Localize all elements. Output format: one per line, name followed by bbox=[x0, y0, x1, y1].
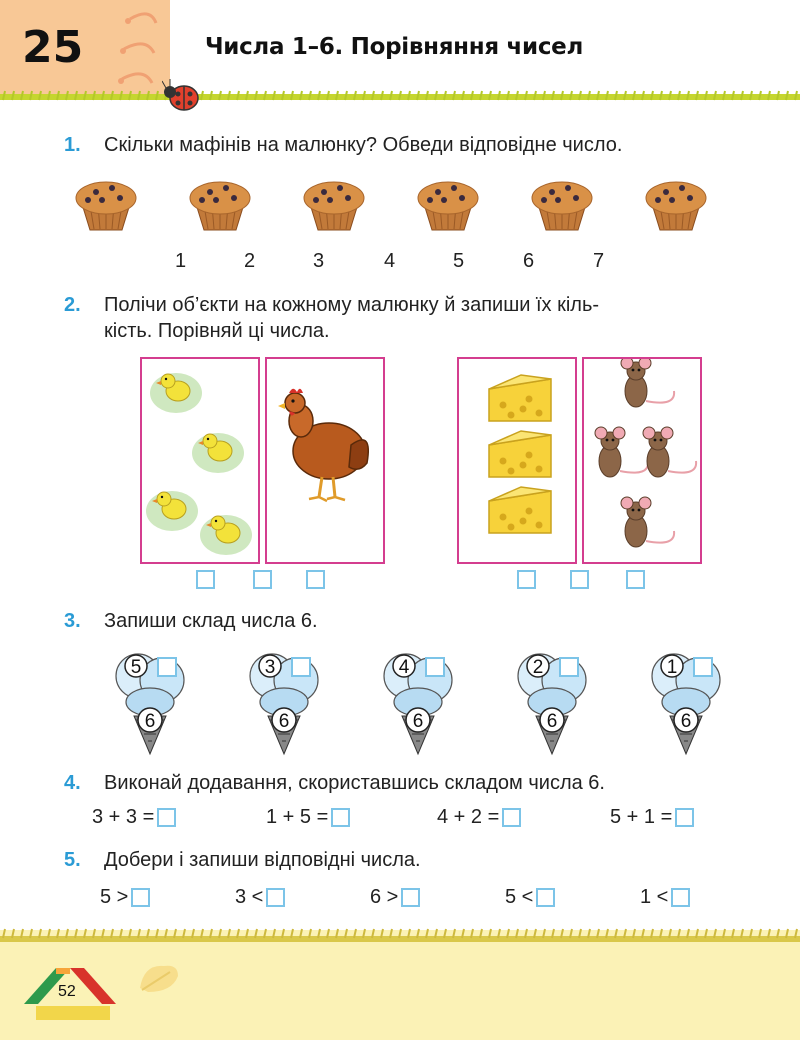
task-4-text: Виконай додавання, скориставшись складом числа 6. bbox=[104, 772, 605, 794]
answer-box-mice[interactable] bbox=[626, 570, 645, 589]
task-4-instruction bbox=[64, 770, 605, 796]
comparison-expression: 5 < bbox=[505, 886, 555, 909]
hen-illustration bbox=[267, 359, 383, 562]
answer-box[interactable] bbox=[426, 658, 444, 676]
muffin-row bbox=[70, 172, 710, 234]
answer-box[interactable] bbox=[292, 658, 310, 676]
answer-box-chicks[interactable] bbox=[196, 570, 215, 589]
task-1-number: 1. bbox=[64, 134, 81, 156]
ladybug-icon bbox=[162, 78, 204, 114]
ice-cream-cone bbox=[518, 654, 586, 754]
answer-box[interactable] bbox=[266, 888, 285, 907]
cheese-frame bbox=[457, 357, 577, 564]
cone-part-number: 3 bbox=[264, 657, 276, 678]
chicks-illustration bbox=[142, 359, 258, 562]
answer-box-hen[interactable] bbox=[306, 570, 325, 589]
ice-cream-row bbox=[0, 640, 800, 760]
leaf-icon bbox=[134, 958, 184, 998]
muffin-icon bbox=[532, 182, 592, 230]
task-3-instruction bbox=[64, 608, 318, 634]
answer-box[interactable] bbox=[536, 888, 555, 907]
cone-part-number: 1 bbox=[666, 657, 678, 678]
task-5-number: 5. bbox=[64, 849, 81, 871]
comparison-expression: 3 < bbox=[235, 886, 285, 909]
task-5-text: Добери і запиши відповідні числа. bbox=[104, 849, 421, 871]
number-options-row bbox=[0, 250, 800, 280]
comparison-expression: 5 > bbox=[100, 886, 150, 909]
cone-part-number: 2 bbox=[532, 657, 544, 678]
answer-box-compare-right[interactable] bbox=[570, 570, 589, 589]
addition-expression: 1 + 5 = bbox=[266, 806, 350, 829]
answer-box[interactable] bbox=[675, 808, 694, 827]
number-option[interactable]: 7 bbox=[593, 250, 605, 272]
cheese-icon bbox=[489, 431, 551, 477]
lesson-title: Числа 1–6. Порівняння чисел bbox=[205, 34, 584, 60]
mouse-icon bbox=[643, 427, 696, 477]
chicks-frame bbox=[140, 357, 260, 564]
ice-cream-cone bbox=[652, 654, 720, 754]
addition-expression: 3 + 3 = bbox=[92, 806, 176, 829]
task-1-instruction bbox=[64, 132, 622, 158]
number-option[interactable]: 2 bbox=[244, 250, 256, 272]
task-3-number: 3. bbox=[64, 610, 81, 632]
cheese-illustration bbox=[459, 359, 575, 562]
mouse-icon bbox=[621, 359, 674, 407]
muffin-icon bbox=[646, 182, 706, 230]
task-2-instruction bbox=[64, 292, 599, 344]
task-3-text: Запиши склад числа 6. bbox=[104, 610, 318, 632]
number-option[interactable]: 1 bbox=[175, 250, 187, 272]
answer-box[interactable] bbox=[157, 808, 176, 827]
comparison-expression: 1 < bbox=[640, 886, 690, 909]
number-option[interactable]: 3 bbox=[313, 250, 325, 272]
answer-box[interactable] bbox=[671, 888, 690, 907]
answer-box-compare-left[interactable] bbox=[253, 570, 272, 589]
mouse-icon bbox=[595, 427, 648, 477]
cheese-icon bbox=[489, 375, 551, 421]
answer-box[interactable] bbox=[502, 808, 521, 827]
task-2-number: 2. bbox=[64, 294, 81, 316]
cone-part-number: 5 bbox=[130, 657, 142, 678]
task-2-text-line2: кість. Порівняй ці числа. bbox=[104, 320, 330, 342]
chick-icon bbox=[192, 433, 244, 473]
ice-cream-cone bbox=[250, 654, 318, 754]
cone-total-number: 6 bbox=[278, 711, 290, 732]
comparison-expression: 6 > bbox=[370, 886, 420, 909]
header-swirl-decoration bbox=[110, 5, 170, 95]
mouse-icon bbox=[621, 497, 674, 547]
page-number: 52 bbox=[58, 983, 76, 1000]
answer-box[interactable] bbox=[331, 808, 350, 827]
task-4-number: 4. bbox=[64, 772, 81, 794]
muffin-icon bbox=[304, 182, 364, 230]
chick-icon bbox=[150, 373, 202, 413]
answer-box[interactable] bbox=[560, 658, 578, 676]
bottom-grass-border bbox=[0, 922, 800, 952]
cone-total-number: 6 bbox=[546, 711, 558, 732]
ice-cream-cone bbox=[116, 654, 184, 754]
addition-expression: 4 + 2 = bbox=[437, 806, 521, 829]
answer-box[interactable] bbox=[158, 658, 176, 676]
mice-illustration bbox=[584, 359, 700, 562]
mice-frame bbox=[582, 357, 702, 564]
cone-part-number: 4 bbox=[398, 657, 410, 678]
number-option[interactable]: 4 bbox=[384, 250, 396, 272]
task-2-text-line1: Полічи об’єкти на кожному малюнку й запиши їх кіль- bbox=[104, 294, 600, 316]
lesson-number: 25 bbox=[22, 22, 84, 73]
task-5-instruction bbox=[64, 847, 421, 873]
answer-box-cheese[interactable] bbox=[517, 570, 536, 589]
answer-box[interactable] bbox=[401, 888, 420, 907]
number-option[interactable]: 6 bbox=[523, 250, 535, 272]
answer-box[interactable] bbox=[131, 888, 150, 907]
answer-box[interactable] bbox=[694, 658, 712, 676]
top-grass-border bbox=[0, 84, 800, 110]
muffin-icon bbox=[76, 182, 136, 230]
chick-icon bbox=[200, 515, 252, 555]
chick-icon bbox=[146, 491, 198, 531]
muffin-icon bbox=[190, 182, 250, 230]
number-option[interactable]: 5 bbox=[453, 250, 465, 272]
cone-total-number: 6 bbox=[144, 711, 156, 732]
cone-total-number: 6 bbox=[680, 711, 692, 732]
muffin-icon bbox=[418, 182, 478, 230]
cone-total-number: 6 bbox=[412, 711, 424, 732]
addition-expression: 5 + 1 = bbox=[610, 806, 694, 829]
hen-frame bbox=[265, 357, 385, 564]
task-1-text: Скільки мафінів на малюнку? Обведи відповідне число. bbox=[104, 134, 623, 156]
cheese-icon bbox=[489, 487, 551, 533]
ice-cream-cone bbox=[384, 654, 452, 754]
